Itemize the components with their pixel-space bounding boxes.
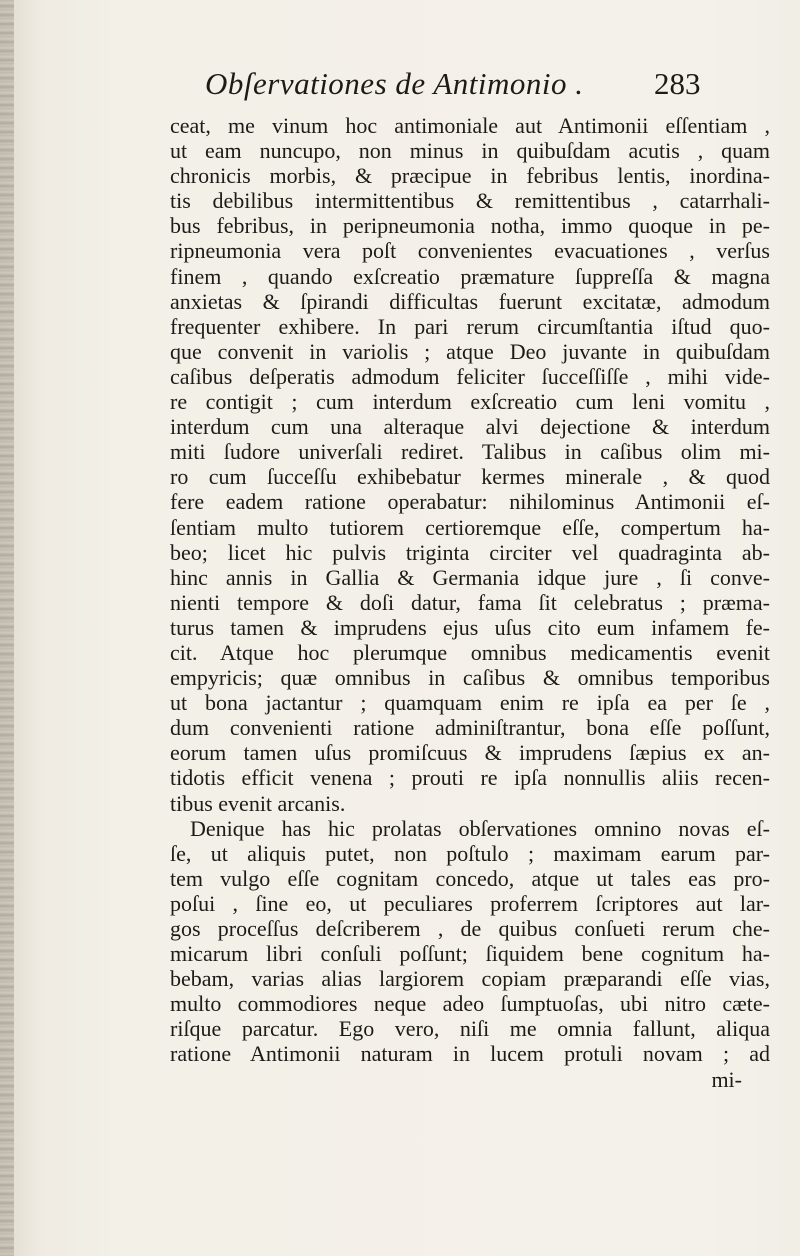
text-line: poſui , ſine eo, ut peculiares proferrem ſcriptores aut lar-	[170, 890, 770, 916]
text-line: nienti tempore & doſi datur, fama ſit celebratus ; præma-	[170, 589, 770, 615]
text-line: miti ſudore univerſali rediret. Talibus in caſibus olim mi-	[170, 439, 770, 465]
text-line: ro cum ſucceſſu exhibebatur kermes minerale , & quod	[170, 464, 770, 490]
text-line: gos proceſſus deſcriberem , de quibus conſueti rerum che-	[170, 916, 770, 941]
text-line-paragraph-end: tibus evenit arcanis.	[170, 790, 346, 816]
text-line: ratione Antimonii naturam in lucem protuli novam ; ad	[170, 1041, 770, 1067]
text-line: turus tamen & imprudens ejus uſus cito eum infamem fe-	[170, 614, 770, 640]
running-title: Obſervationes de Antimonio .	[205, 66, 584, 101]
text-line: tidotis efficit venena ; prouti re ipſa nonnullis aliis recen-	[170, 765, 770, 791]
text-line: ſentiam multo tutiorem certioremque eſſe, compertum ha-	[170, 514, 770, 540]
text-line: ſe, ut aliquis putet, non poſtulo ; maximam earum par-	[170, 840, 770, 866]
text-line: bus febribus, in peripneumonia notha, immo quoque in pe-	[170, 213, 770, 239]
text-line: eorum tamen uſus promiſcuus & imprudens ſæpius ex an-	[170, 740, 770, 766]
text-line: beo; licet hic pulvis triginta circiter vel quadraginta ab-	[170, 539, 770, 565]
text-line: tem vulgo eſſe cognitam concedo, atque ut tales eas pro-	[170, 865, 770, 891]
text-line: re contigit ; cum interdum exſcreatio cum leni vomitu ,	[170, 389, 770, 415]
text-line: hinc annis in Gallia & Germania idque jure , ſi conve-	[170, 564, 770, 590]
text-line: ceat, me vinum hoc antimoniale aut Antimonii eſſentiam ,	[170, 113, 770, 138]
text-line: bebam, varias alias largiorem copiam præparandi eſſe vias,	[170, 966, 770, 992]
catchword: mi-	[711, 1066, 742, 1092]
text-line: cit. Atque hoc plerumque omnibus medicamentis evenit	[170, 639, 770, 665]
body-text	[170, 113, 770, 1092]
text-line: que convenit in variolis ; atque Deo juvante in quibuſdam	[170, 338, 770, 364]
text-line: micarum libri conſuli poſſunt; ſiquidem bene cognitum ha-	[170, 941, 770, 967]
text-line: ut bona jactantur ; quamquam enim re ipſa ea per ſe ,	[170, 690, 770, 716]
page-binding-edge	[0, 0, 14, 1256]
text-line: interdum cum una alteraque alvi dejectione & interdum	[170, 414, 770, 440]
text-line: dum convenienti ratione adminiſtrantur, bona eſſe poſſunt,	[170, 715, 770, 741]
text-line: empyricis; quæ omnibus in caſibus & omnibus temporibus	[170, 665, 770, 691]
text-line: finem , quando exſcreatio præmature ſuppreſſa & magna	[170, 263, 770, 289]
text-line: tis debilibus intermittentibus & remittentibus , catarrhali-	[170, 188, 770, 214]
text-line: fere eadem ratione operabatur: nihilominus Antimonii eſ-	[170, 489, 770, 515]
text-line-paragraph-start: Denique has hic prolatas obſervationes omnino novas eſ-	[190, 815, 770, 841]
text-line: ut eam nuncupo, non minus in quibuſdam acutis , quam	[170, 138, 770, 164]
text-line: frequenter exhibere. In pari rerum circumſtantia iſtud quo-	[170, 313, 770, 339]
text-line: riſque parcatur. Ego vero, niſi me omnia fallunt, aliqua	[170, 1016, 770, 1042]
page-number: 283	[654, 66, 701, 101]
text-line: caſibus deſperatis admodum feliciter ſucceſſiſſe , mihi vide-	[170, 363, 770, 389]
text-line: ripneumonia vera poſt convenientes evacuationes , verſus	[170, 238, 770, 264]
text-line: multo commodiores neque adeo ſumptuoſas, ubi nitro cæte-	[170, 991, 770, 1017]
text-line: chronicis morbis, & præcipue in febribus lentis, inordina-	[170, 163, 770, 189]
page-header	[205, 66, 745, 110]
text-line: anxietas & ſpirandi difficultas fuerunt excitatæ, admodum	[170, 288, 770, 314]
